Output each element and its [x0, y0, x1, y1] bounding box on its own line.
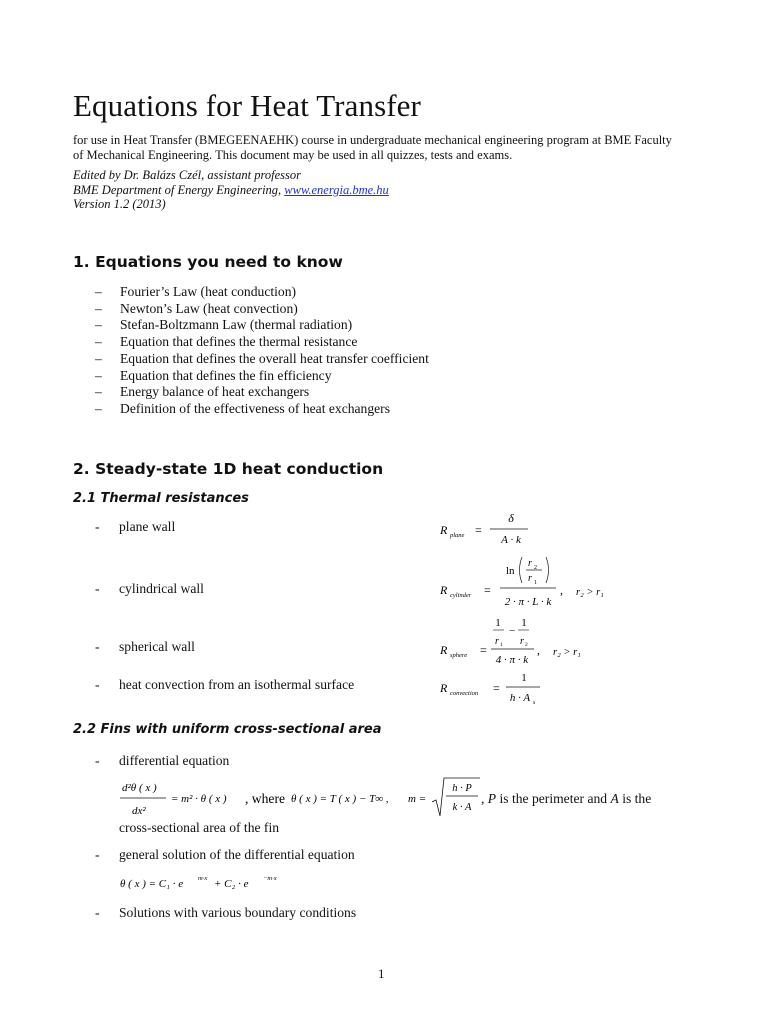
list-item: – Definition of the effectiveness of heat exchangers: [95, 400, 391, 416]
svg-text:r₂ > r₁: r₂ > r₁: [553, 647, 581, 658]
svg-text:δ: δ: [508, 511, 514, 525]
svg-text:m =: m =: [408, 793, 427, 805]
svg-text:1: 1: [521, 672, 527, 684]
svg-text:m·x: m·x: [198, 875, 208, 882]
fin-item-solutions: - Solutions with various boundary conditions: [95, 905, 357, 920]
cross-section-text: cross-sectional area of the fin: [119, 820, 280, 835]
svg-text:+ C₂ · e: + C₂ · e: [214, 878, 249, 890]
svg-text:= m² · θ ( x ): = m² · θ ( x ): [171, 793, 227, 805]
svg-text:sphere: sphere: [450, 652, 468, 659]
svg-text:, where: , where: [245, 791, 286, 806]
svg-text:k · A: k · A: [452, 802, 472, 813]
svg-text:1: 1: [521, 617, 527, 629]
svg-text:θ ( x ) = C₁ · e: θ ( x ) = C₁ · e: [120, 878, 184, 890]
svg-text:d²θ ( x ): d²θ ( x ): [122, 782, 157, 794]
edited-by: Edited by Dr. Balázs Czél, assistant professor: [73, 168, 302, 182]
department-line: [73, 183, 389, 198]
fin-item-general-solution: - general solution of the differential equation: [95, 847, 355, 862]
svg-text:1: 1: [500, 642, 503, 648]
svg-text:2: 2: [534, 565, 537, 571]
list-item: – Energy balance of heat exchangers: [95, 384, 310, 400]
website-link[interactable]: www.energia.bme.hu: [284, 182, 389, 197]
svg-text:1: 1: [495, 617, 501, 629]
resistance-item-cylinder: - cylindrical wall: [95, 581, 204, 596]
svg-text:θ ( x ) = T ( x ) − T∞ ,: θ ( x ) = T ( x ) − T∞ ,: [291, 793, 389, 805]
list-item: – Fourier’s Law (heat conduction): [95, 284, 297, 299]
resistance-item-sphere: - spherical wall: [95, 639, 195, 654]
intro-paragraph: [73, 133, 713, 163]
svg-text:h · A: h · A: [509, 692, 531, 704]
intro-line-1: for use in Heat Transfer (BMEGEENAEHK) course in undergraduate mechanical engineering program at BME Faculty: [73, 133, 672, 147]
svg-text:2 · π · L · k: 2 · π · L · k: [504, 596, 552, 608]
svg-text:h · P: h · P: [452, 783, 472, 794]
list-item: – Equation that defines the thermal resistance: [95, 334, 358, 350]
section-1-heading: 1. Equations you need to know: [73, 253, 343, 271]
department-name: BME Department of Energy Engineering,: [73, 182, 285, 197]
perimeter-description: , P is the perimeter and A is the: [481, 791, 652, 806]
svg-text:R: R: [440, 523, 448, 537]
list-item: – Equation that defines the fin efficiency: [95, 367, 332, 383]
svg-text:,: ,: [560, 583, 563, 597]
svg-text:R: R: [440, 681, 448, 695]
svg-text:−: −: [509, 625, 516, 637]
svg-text:4 · π · k: 4 · π · k: [495, 654, 529, 666]
equation-spherical-wall: [438, 612, 618, 670]
subsection-2-1-heading: 2.1 Thermal resistances: [73, 491, 249, 506]
svg-text:plane: plane: [450, 532, 465, 539]
page-number: 1: [378, 966, 385, 981]
svg-text:,: ,: [537, 643, 540, 657]
svg-text:r₂ > r₁: r₂ > r₁: [576, 587, 604, 598]
svg-text:−m·x: −m·x: [263, 875, 277, 882]
equation-convection: [438, 668, 548, 712]
svg-text:r: r: [495, 636, 499, 647]
svg-text:A · k: A · k: [501, 534, 521, 546]
version-line: Version 1.2 (2013): [73, 197, 166, 212]
svg-text:convection: convection: [450, 690, 479, 697]
list-item: – Newton’s Law (heat convection): [95, 300, 298, 316]
list-item: – Equation that defines the overall heat transfer coefficient: [95, 350, 429, 366]
svg-text:r: r: [528, 573, 532, 584]
subsection-2-2-heading: 2.2 Fins with uniform cross-sectional area: [73, 722, 382, 737]
resistance-item-convection: - heat convection from an isothermal surface: [95, 677, 355, 692]
intro-line-2: of Mechanical Engineering. This document may be used in all quizzes, tests and exams.: [73, 148, 513, 162]
svg-text:R: R: [440, 583, 448, 597]
svg-text:dx²: dx²: [132, 805, 146, 817]
equation-cylindrical-wall: [438, 550, 618, 612]
svg-text:=: =: [493, 681, 500, 695]
svg-text:r: r: [528, 558, 532, 569]
svg-text:ln: ln: [506, 565, 515, 577]
svg-text:=: =: [480, 643, 487, 657]
svg-text:1: 1: [534, 580, 537, 586]
section-2-heading: 2. Steady-state 1D heat conduction: [73, 460, 384, 478]
fin-item-differential-equation: - differential equation: [95, 753, 230, 768]
svg-text:cylinder: cylinder: [450, 592, 472, 599]
equation-plane-wall: [438, 506, 528, 550]
svg-text:2: 2: [525, 642, 528, 648]
document-title: Equations for Heat Transfer: [73, 88, 421, 123]
equation-fin-differential: [118, 774, 488, 822]
svg-text:r: r: [520, 636, 524, 647]
svg-text:R: R: [440, 643, 448, 657]
equations-list: [95, 284, 429, 418]
list-item: – Stefan-Boltzmann Law (thermal radiation): [95, 317, 353, 333]
svg-text:=: =: [484, 583, 491, 597]
equation-general-solution: [118, 868, 318, 894]
svg-text:=: =: [475, 523, 482, 537]
svg-text:s: s: [533, 700, 536, 706]
resistance-item-plane: - plane wall: [95, 519, 176, 534]
author-block: [73, 168, 389, 212]
